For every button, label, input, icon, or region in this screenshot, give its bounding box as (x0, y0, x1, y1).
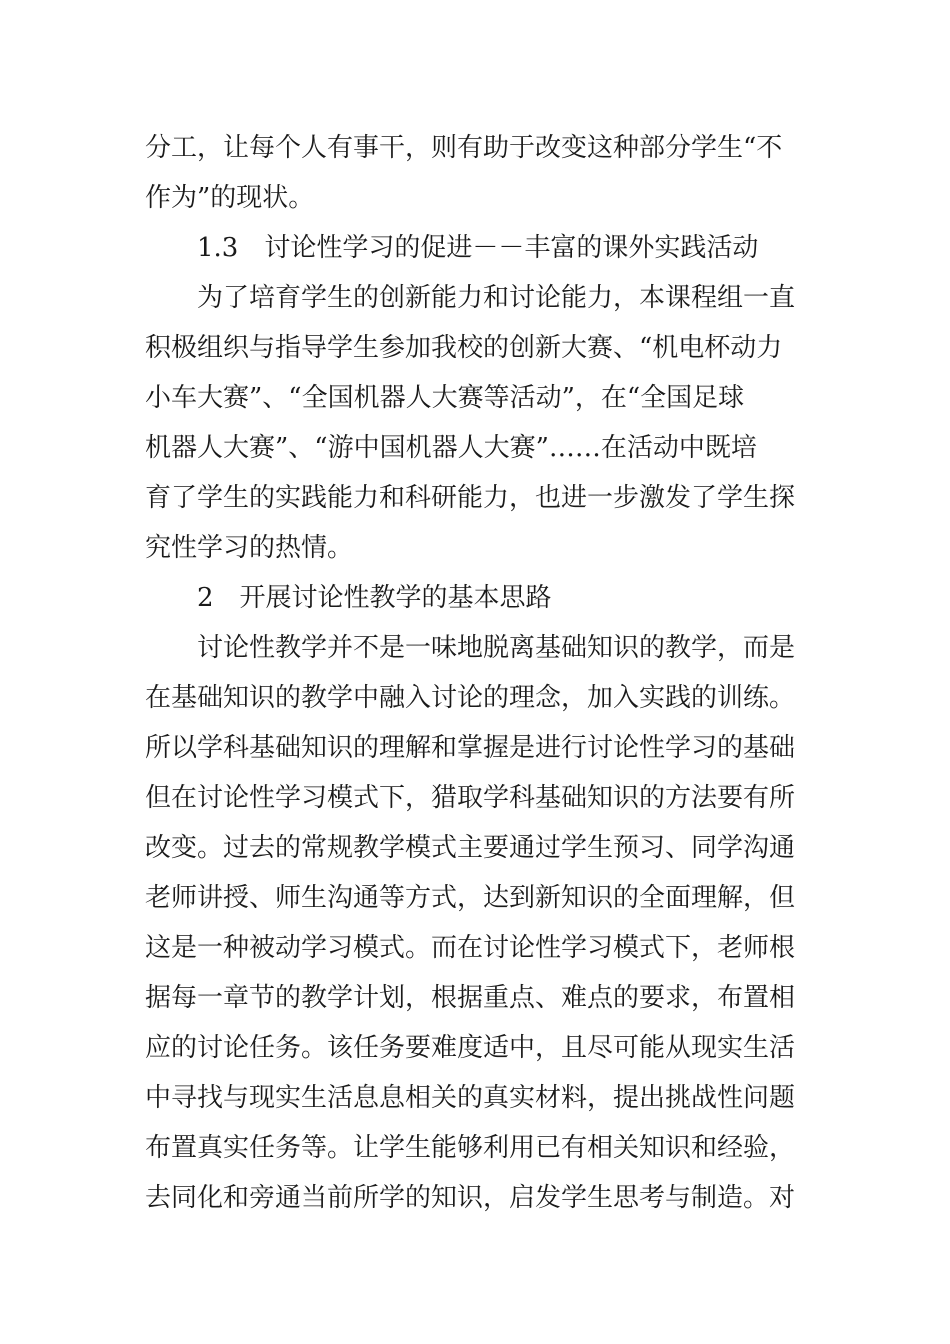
text-line: 布置真实任务等。让学生能够利用已有相关知识和经验， (145, 1133, 796, 1163)
text-line: 中寻找与现实生活息息相关的真实材料，提出挑战性问题 (145, 1083, 796, 1113)
paragraph-first-line: 讨论性教学并不是一味地脱离基础知识的教学，而是 (197, 633, 796, 663)
text-line: 据每一章节的教学计划，根据重点、难点的要求，布置相 (145, 983, 796, 1013)
paragraph-first-line: 为了培育学生的创新能力和讨论能力，本课程组一直 (197, 283, 796, 313)
text-line: 小车大赛”、“全国机器人大赛等活动”，在“全国足球 (145, 383, 745, 413)
text-line: 作为”的现状。 (145, 183, 315, 213)
text-line: 分工，让每个人有事干，则有助于改变这种部分学生“不 (145, 133, 783, 163)
text-line: 但在讨论性学习模式下，猎取学科基础知识的方法要有所 (145, 783, 796, 813)
text-line: 积极组织与指导学生参加我校的创新大赛、“机电杯动力 (145, 333, 783, 363)
section-heading-2: 2 开展讨论性教学的基本思路 (197, 583, 552, 613)
text-line: 老师讲授、师生沟通等方式，达到新知识的全面理解，但 (145, 883, 796, 913)
text-line: 改变。过去的常规教学模式主要通过学生预习、同学沟通 (145, 833, 796, 863)
text-line: 究性学习的热情。 (145, 533, 354, 563)
text-line: 这是一种被动学习模式。而在讨论性学习模式下，老师根 (145, 933, 796, 963)
section-heading-1-3: 1.3 讨论性学习的促进－－丰富的课外实践活动 (197, 233, 759, 263)
text-line: 机器人大赛”、“游中国机器人大赛”……在活动中既培 (145, 433, 757, 463)
text-line: 应的讨论任务。该任务要难度适中，且尽可能从现实生活 (145, 1033, 796, 1063)
text-line: 所以学科基础知识的理解和掌握是进行讨论性学习的基础 (145, 733, 796, 763)
text-line: 去同化和旁通当前所学的知识，启发学生思考与制造。对 (145, 1183, 796, 1213)
text-line: 育了学生的实践能力和科研能力，也进一步激发了学生探 (145, 483, 796, 513)
text-line: 在基础知识的教学中融入讨论的理念，加入实践的训练。 (145, 683, 796, 713)
